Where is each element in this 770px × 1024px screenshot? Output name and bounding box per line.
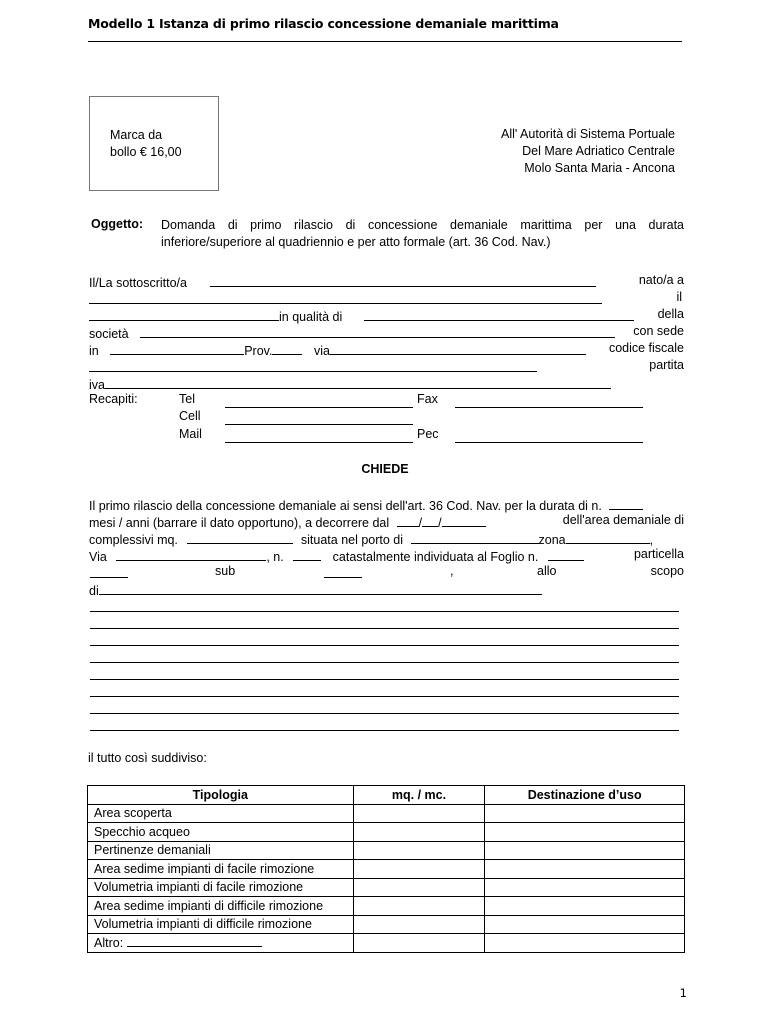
tipologia-cell-altro	[88, 934, 354, 953]
addressee-line1: All' Autorità di Sistema Portuale	[501, 127, 675, 141]
nato-label: nato/a a	[638, 273, 684, 287]
purpose-line[interactable]	[90, 713, 679, 714]
request-row-3	[89, 530, 684, 547]
purpose-line[interactable]	[90, 730, 679, 731]
start-month-field[interactable]	[422, 513, 438, 527]
subject-text: Domanda di primo rilascio di concessione demaniale marittima per una durata inferiore/superiore al quadriennio e per atto formale (art. 36 Cod. Nav.)	[161, 218, 684, 249]
name-field[interactable]	[210, 273, 596, 287]
form-row-sede	[89, 341, 684, 358]
company-field[interactable]	[140, 324, 615, 338]
addressee-block	[501, 126, 675, 177]
mq-cell[interactable]	[353, 841, 485, 860]
birthdate-field[interactable]	[89, 307, 279, 321]
via-label: via	[313, 344, 330, 358]
destinazione-cell[interactable]	[485, 897, 685, 916]
mq-cell[interactable]	[353, 823, 485, 842]
pec-label: Pec	[417, 427, 439, 441]
altro-field[interactable]	[127, 935, 262, 947]
vat-field[interactable]	[105, 375, 611, 389]
role-field[interactable]	[364, 307, 634, 321]
purpose-line[interactable]	[90, 611, 679, 612]
cell-label: Cell	[179, 409, 201, 423]
particella-label: particella	[633, 547, 684, 561]
form-row-qualita	[89, 307, 684, 324]
comma-2: ,	[450, 564, 454, 578]
table-row	[88, 897, 685, 916]
tel-field[interactable]	[225, 394, 413, 408]
document-title: Modello 1 Istanza di primo rilascio concessione demaniale marittima	[88, 16, 559, 31]
purpose-line[interactable]	[90, 645, 679, 646]
addressee-line2: Del Mare Adriatico Centrale	[522, 144, 675, 158]
addressee-line3: Molo Santa Maria - Ancona	[524, 161, 675, 175]
column-header-mq: mq. / mc.	[353, 786, 485, 805]
form-row-birthplace	[89, 290, 684, 307]
particella-field[interactable]	[90, 564, 128, 578]
tipologia-cell: Volumetria impianti di facile rimozione	[88, 878, 354, 897]
table-row	[88, 934, 685, 953]
column-header-destinazione: Destinazione d’uso	[485, 786, 685, 805]
foglio-label: catastalmente individuata al Foglio n.	[332, 550, 539, 564]
area-street-field[interactable]	[116, 547, 266, 561]
via-label-2: Via	[89, 550, 107, 564]
street-field[interactable]	[330, 341, 586, 355]
scopo-label: scopo	[650, 564, 684, 578]
table-row	[88, 915, 685, 934]
form-row-sottoscritto	[89, 273, 684, 290]
mq-cell[interactable]	[353, 804, 485, 823]
table-row	[88, 841, 685, 860]
iva-label: iva	[89, 378, 105, 392]
sottoscritto-label: Il/La sottoscritto/a	[89, 276, 187, 290]
province-field[interactable]	[272, 341, 302, 355]
request-heading: CHIEDE	[361, 462, 409, 476]
sub-label: sub	[215, 564, 236, 578]
subject-label: Oggetto:	[91, 217, 144, 231]
partita-label: partita	[649, 358, 684, 372]
request-row-1	[89, 496, 684, 513]
cell-field[interactable]	[225, 411, 413, 425]
purpose-line[interactable]	[90, 696, 679, 697]
request-row-6	[89, 581, 684, 598]
numero-label: , n.	[266, 550, 284, 564]
tipologia-cell: Pertinenze demaniali	[88, 841, 354, 860]
table-row	[88, 860, 685, 879]
di-label: di	[89, 584, 99, 598]
destinazione-cell[interactable]	[485, 823, 685, 842]
fax-label: Fax	[417, 392, 438, 406]
tel-label: Tel	[179, 392, 195, 406]
mq-cell[interactable]	[353, 897, 485, 916]
fax-field[interactable]	[455, 394, 643, 408]
duration-field[interactable]	[609, 496, 643, 510]
request-text-2b: dell'area demaniale di	[562, 513, 684, 527]
tipologia-cell: Volumetria impianti di difficile rimozione	[88, 915, 354, 934]
sede-label: con sede	[633, 324, 684, 338]
zone-field[interactable]	[566, 530, 650, 544]
mail-label: Mail	[179, 427, 202, 441]
recapiti-label: Recapiti:	[89, 392, 138, 406]
qualita-label: in qualità di	[279, 310, 343, 324]
prov-label: Prov.	[244, 344, 273, 358]
destinazione-cell[interactable]	[485, 860, 685, 879]
city-field[interactable]	[110, 341, 244, 355]
allocation-table	[87, 785, 685, 953]
allo-label: allo	[537, 564, 557, 578]
request-text-2: mesi / anni (barrare il dato opportuno), a decorrere dal	[89, 516, 390, 530]
tipologia-cell: Area scoperta	[88, 804, 354, 823]
sub-field[interactable]	[324, 564, 362, 578]
request-text-3: complessivi mq.	[89, 533, 178, 547]
table-header-row	[88, 786, 685, 805]
stamp-label-line2: bollo € 16,00	[110, 145, 182, 159]
mq-cell[interactable]	[353, 878, 485, 897]
tipologia-cell: Specchio acqueo	[88, 823, 354, 842]
table-row	[88, 878, 685, 897]
request-row-5	[89, 564, 684, 581]
destinazione-cell[interactable]	[485, 934, 685, 953]
tipologia-cell: Area sedime impianti di difficile rimozione	[88, 897, 354, 916]
zona-label: zona	[538, 533, 566, 547]
table-row	[88, 823, 685, 842]
date-slash-2: /	[438, 516, 442, 530]
purpose-field[interactable]	[99, 581, 542, 595]
date-slash-1: /	[418, 516, 423, 530]
altro-label: Altro:	[94, 936, 124, 951]
revenue-stamp-box	[89, 96, 219, 191]
purpose-line[interactable]	[90, 628, 679, 629]
destinazione-cell[interactable]	[485, 878, 685, 897]
area-mq-field[interactable]	[187, 530, 293, 544]
stamp-label-line1: Marca da	[110, 128, 163, 142]
request-text-3b: situata nel porto di	[300, 533, 404, 547]
column-header-tipologia: Tipologia	[88, 786, 354, 805]
tax-code-field[interactable]	[89, 358, 537, 372]
in-label: in	[89, 344, 99, 358]
purpose-line[interactable]	[90, 679, 679, 680]
mail-field[interactable]	[225, 429, 413, 443]
pec-field[interactable]	[455, 429, 643, 443]
comma-1: ,	[649, 533, 654, 547]
form-row-societa	[89, 324, 684, 341]
request-row-2	[89, 513, 684, 530]
birthplace-field[interactable]	[89, 290, 602, 304]
page-number: 1	[679, 986, 687, 1000]
form-row-cf	[89, 358, 684, 375]
societa-label: società	[89, 327, 129, 341]
form-row-iva	[89, 375, 684, 392]
codice-fiscale-label: codice fiscale	[608, 341, 684, 355]
street-number-field[interactable]	[293, 547, 321, 561]
table-row	[88, 804, 685, 823]
destinazione-cell[interactable]	[485, 841, 685, 860]
foglio-field[interactable]	[548, 547, 584, 561]
request-text-1: Il primo rilascio della concessione demaniale ai sensi dell'art. 36 Cod. Nav. per la durata di n.	[89, 499, 602, 513]
start-year-field[interactable]	[442, 513, 486, 527]
destinazione-cell[interactable]	[485, 804, 685, 823]
mq-cell[interactable]	[353, 934, 485, 953]
header-divider	[88, 41, 682, 42]
tipologia-cell: Area sedime impianti di facile rimozione	[88, 860, 354, 879]
purpose-line[interactable]	[90, 662, 679, 663]
breakdown-intro: il tutto così suddiviso:	[88, 751, 207, 765]
port-field[interactable]	[411, 530, 539, 544]
il-label: il	[676, 290, 682, 304]
start-day-field[interactable]	[397, 513, 419, 527]
della-label: della	[657, 307, 684, 321]
request-row-4	[89, 547, 684, 564]
mq-cell[interactable]	[353, 860, 485, 879]
destinazione-cell[interactable]	[485, 915, 685, 934]
mq-cell[interactable]	[353, 915, 485, 934]
